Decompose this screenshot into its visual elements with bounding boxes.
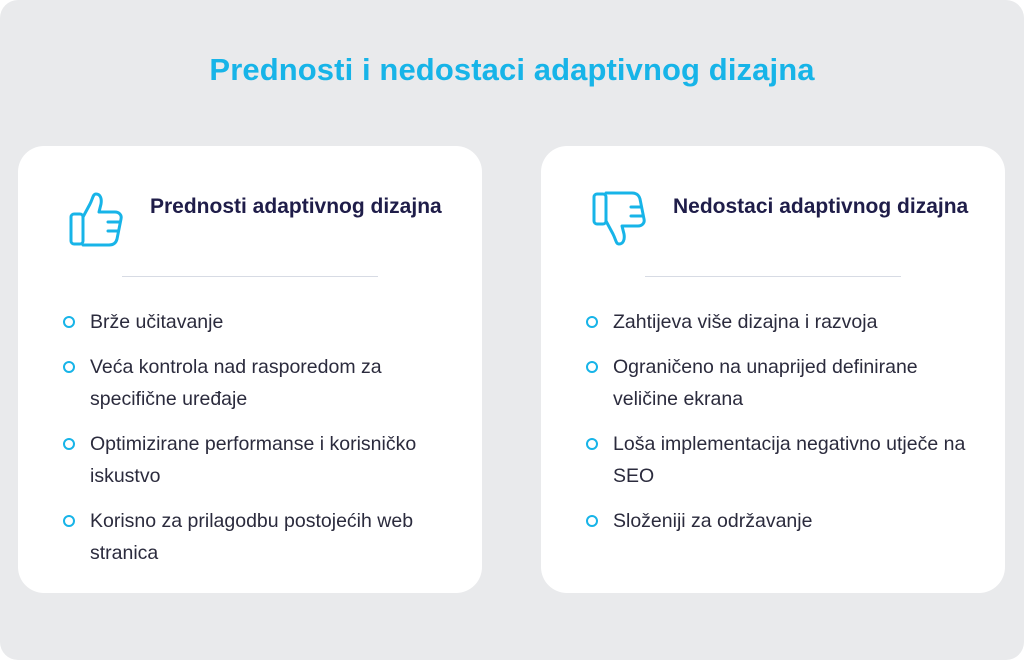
- bullet-icon: [586, 316, 598, 328]
- bullet-icon: [63, 438, 75, 450]
- bullet-icon: [63, 316, 75, 328]
- bullet-icon: [586, 361, 598, 373]
- list-item: [63, 428, 463, 492]
- list-item: [63, 306, 463, 338]
- cons-list: [586, 306, 986, 550]
- list-item-text: Zahtijeva više dizajna i razvoja: [613, 311, 878, 333]
- thumbs-down-icon: [591, 190, 647, 248]
- list-item: [586, 351, 986, 415]
- list-item: [63, 351, 463, 415]
- pros-list: [63, 306, 463, 582]
- cons-card-title: Nedostaci adaptivnog dizajna: [673, 195, 969, 218]
- divider: [645, 276, 901, 277]
- bullet-icon: [63, 361, 75, 373]
- list-item: [586, 505, 986, 537]
- bullet-icon: [63, 515, 75, 527]
- list-item-text: Složeniji za održavanje: [613, 510, 813, 532]
- pros-card-title: Prednosti adaptivnog dizajna: [150, 195, 442, 218]
- page-title: Prednosti i nedostaci adaptivnog dizajna: [209, 52, 815, 87]
- bullet-icon: [586, 515, 598, 527]
- list-item: [586, 428, 986, 492]
- list-item-text: Veća kontrola nad rasporedom za specifične uređaje: [90, 356, 382, 410]
- list-item: [63, 505, 463, 569]
- list-item-text: Optimizirane performanse i korisničko iskustvo: [90, 433, 417, 487]
- list-item-text: Brže učitavanje: [90, 311, 224, 333]
- list-item-text: Ograničeno na unaprijed definirane veličine ekrana: [613, 356, 918, 410]
- list-item: [586, 306, 986, 338]
- cons-card: [541, 146, 1005, 593]
- pros-card: [18, 146, 482, 593]
- bullet-icon: [586, 438, 598, 450]
- list-item-text: Korisno za prilagodbu postojećih web stranica: [90, 510, 414, 564]
- list-item-text: Loša implementacija negativno utječe na SEO: [613, 433, 966, 487]
- divider: [122, 276, 378, 277]
- thumbs-up-icon: [68, 190, 124, 248]
